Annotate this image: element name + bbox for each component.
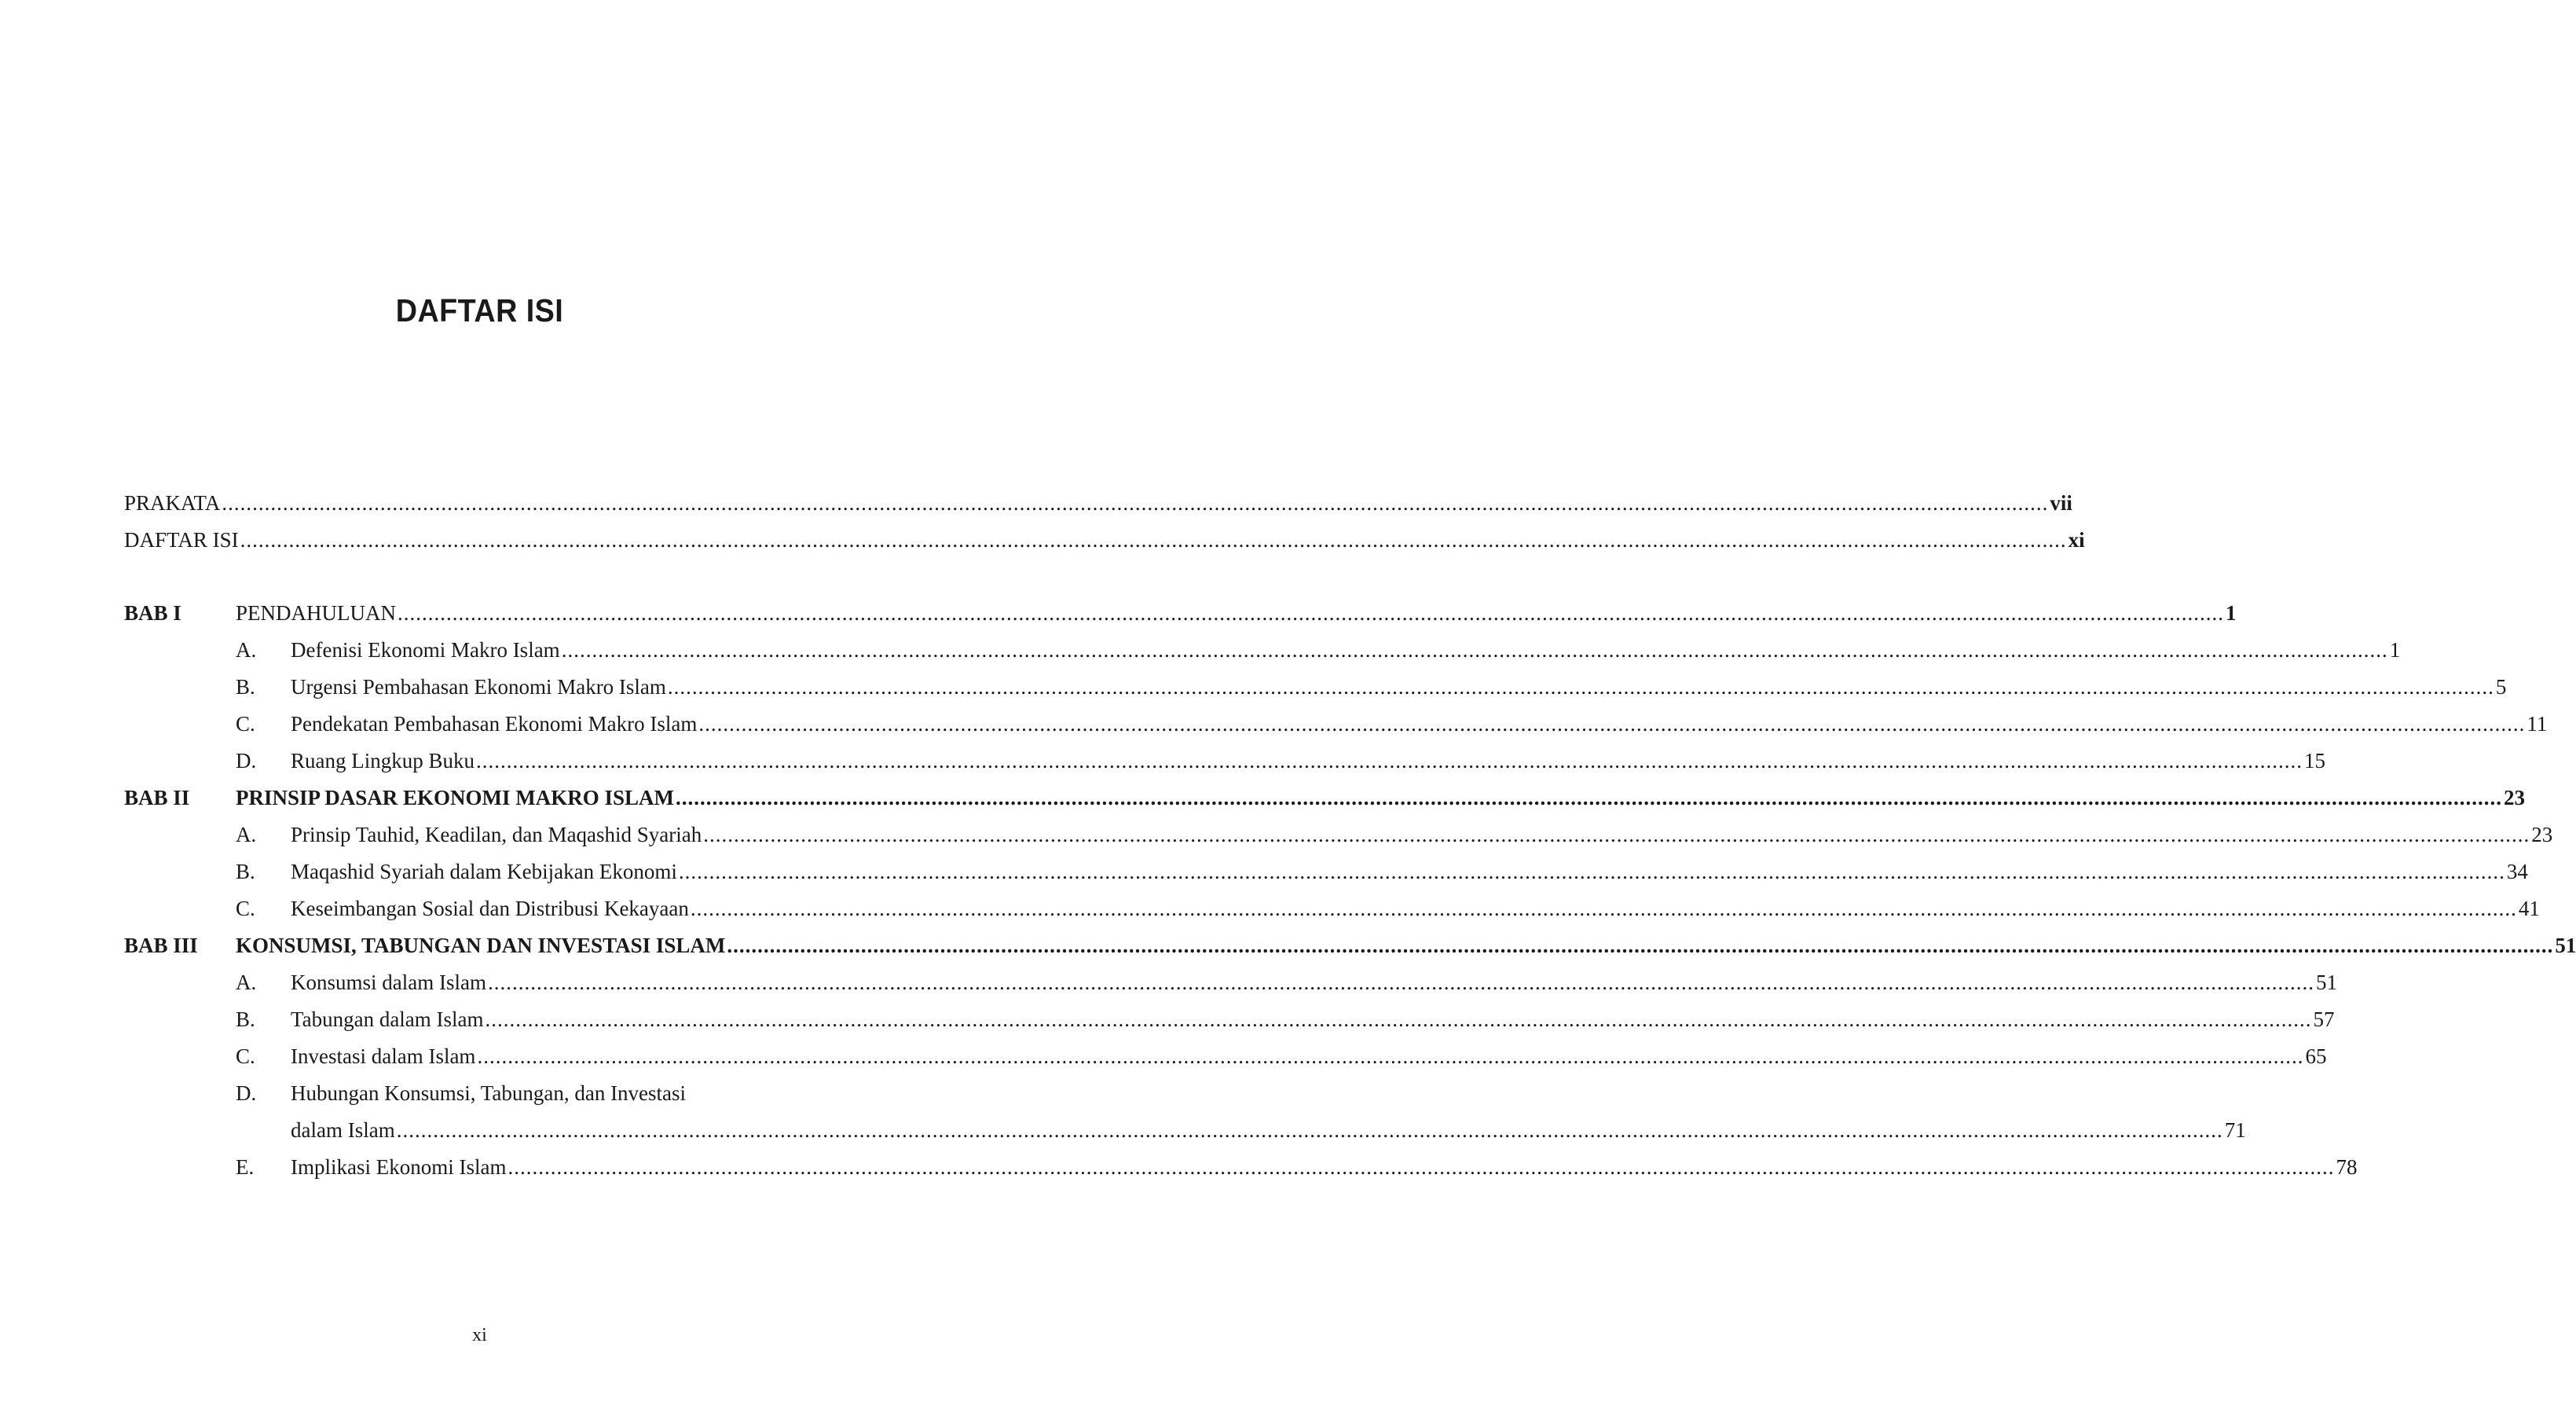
toc-section[interactable] [124, 634, 2401, 666]
leader-dots: ............................................................................................................................................................................................................................................................................................................ [508, 1155, 2335, 1179]
leader-dots: ............................................................................................................................................................................................................................................................................................................ [398, 601, 2224, 625]
section-letter: A. [236, 638, 257, 662]
toc-section[interactable] [124, 819, 2553, 850]
chapter-label: BAB III [124, 934, 198, 957]
section-letter: C. [236, 712, 255, 736]
section-title-continued: dalam Islam [291, 1118, 395, 1142]
section-letter: D. [236, 1081, 257, 1105]
leader-dots: ............................................................................................................................................................................................................................................................................................................ [698, 712, 2526, 736]
leader-dots: ............................................................................................................................................................................................................................................................................................................ [477, 1044, 2304, 1068]
section-title: Pendekatan Pembahasan Ekonomi Makro Islam [291, 712, 698, 736]
entry-title: DAFTAR ISI [124, 528, 239, 552]
section-letter: B. [236, 1007, 255, 1031]
leader-dots: ............................................................................................................................................................................................................................................................................................................ [485, 1007, 2312, 1031]
section-title: Keseimbangan Sosial dan Distribusi Kekayaan [291, 897, 689, 920]
toc-section[interactable] [124, 1004, 2335, 1035]
section-letter: C. [236, 1044, 255, 1068]
toc-chapter-bab-ii[interactable] [124, 782, 2526, 813]
chapter-page: 23 [2504, 786, 2526, 809]
section-page: 5 [2495, 675, 2507, 699]
chapter-page: 51 [2555, 934, 2576, 957]
section-letter: C. [236, 897, 255, 920]
chapter-label: BAB I [124, 601, 181, 625]
toc-section[interactable] [124, 671, 2507, 703]
section-letter: D. [236, 749, 257, 773]
section-letter: A. [236, 971, 257, 994]
chapter-label: BAB II [124, 786, 190, 809]
section-page: 57 [2313, 1007, 2335, 1031]
toc-section[interactable] [124, 1077, 839, 1109]
leader-dots: ............................................................................................................................................................................................................................................................................................................ [240, 528, 2067, 552]
entry-page: xi [2068, 528, 2085, 552]
section-letter: E. [236, 1155, 255, 1179]
leader-dots: ............................................................................................................................................................................................................................................................................................................ [476, 749, 2303, 773]
toc-section[interactable] [124, 967, 2337, 998]
leader-dots: ............................................................................................................................................................................................................................................................................................................ [676, 786, 2503, 809]
section-title: Maqashid Syariah dalam Kebijakan Ekonomi [291, 860, 677, 883]
section-page: 51 [2315, 971, 2337, 994]
page-number: xi [472, 1325, 487, 1345]
section-page: 41 [2518, 897, 2540, 920]
leader-dots: ............................................................................................................................................................................................................................................................................................................ [561, 638, 2388, 662]
section-page: 15 [2304, 749, 2325, 773]
section-page: 65 [2305, 1044, 2327, 1068]
toc-chapter-bab-iii[interactable] [124, 930, 2576, 961]
section-title: Hubungan Konsumsi, Tabungan, dan Investasi [291, 1081, 687, 1105]
leader-dots: ............................................................................................................................................................................................................................................................................................................ [727, 934, 2554, 957]
toc-section-continued[interactable] [124, 1114, 2246, 1146]
section-letter: A. [236, 823, 257, 846]
section-title: Implikasi Ekonomi Islam [291, 1155, 507, 1179]
leader-dots: ............................................................................................................................................................................................................................................................................................................ [396, 1118, 2223, 1142]
section-page: 11 [2527, 712, 2548, 736]
toc-entry-daftar-isi[interactable] [124, 524, 2085, 556]
section-page: 78 [2336, 1155, 2358, 1179]
section-page: 71 [2224, 1118, 2246, 1142]
section-page: 34 [2506, 860, 2528, 883]
leader-dots: ............................................................................................................................................................................................................................................................................................................ [222, 491, 2049, 515]
toc-section[interactable] [124, 1151, 2358, 1183]
toc-entry-prakata[interactable] [124, 487, 2072, 519]
entry-title: PRAKATA [124, 491, 221, 515]
section-page: 23 [2531, 823, 2553, 846]
section-title: Prinsip Tauhid, Keadilan, dan Maqashid Syariah [291, 823, 702, 846]
leader-dots: ............................................................................................................................................................................................................................................................................................................ [667, 675, 2494, 699]
chapter-page: 1 [2226, 601, 2237, 625]
toc-section[interactable] [124, 856, 2528, 887]
section-letter: B. [236, 860, 255, 883]
toc-section[interactable] [124, 708, 2548, 740]
entry-page: vii [2050, 491, 2072, 515]
section-title: Investasi dalam Islam [291, 1044, 476, 1068]
leader-dots: ............................................................................................................................................................................................................................................................................................................ [487, 971, 2314, 994]
page-title: DAFTAR ISI [395, 292, 564, 328]
section-title: Urgensi Pembahasan Ekonomi Makro Islam [291, 675, 666, 699]
section-title: Konsumsi dalam Islam [291, 971, 486, 994]
section-title: Ruang Lingkup Buku [291, 749, 475, 773]
chapter-title: PRINSIP DASAR EKONOMI MAKRO ISLAM [236, 786, 675, 809]
toc-chapter-bab-i[interactable] [124, 597, 2237, 629]
section-title: Tabungan dalam Islam [291, 1007, 484, 1031]
section-letter: B. [236, 675, 255, 699]
toc-section[interactable] [124, 1040, 2327, 1072]
toc-section[interactable] [124, 893, 2540, 924]
toc-section[interactable] [124, 745, 2325, 776]
section-page: 1 [2389, 638, 2401, 662]
leader-dots: ............................................................................................................................................................................................................................................................................................................ [703, 823, 2530, 846]
section-title: Defenisi Ekonomi Makro Islam [291, 638, 560, 662]
chapter-title: KONSUMSI, TABUNGAN DAN INVESTASI ISLAM [236, 934, 726, 957]
chapter-title: PENDAHULUAN [236, 601, 396, 625]
leader-dots: ............................................................................................................................................................................................................................................................................................................ [690, 897, 2517, 920]
leader-dots: ............................................................................................................................................................................................................................................................................................................ [678, 860, 2505, 883]
